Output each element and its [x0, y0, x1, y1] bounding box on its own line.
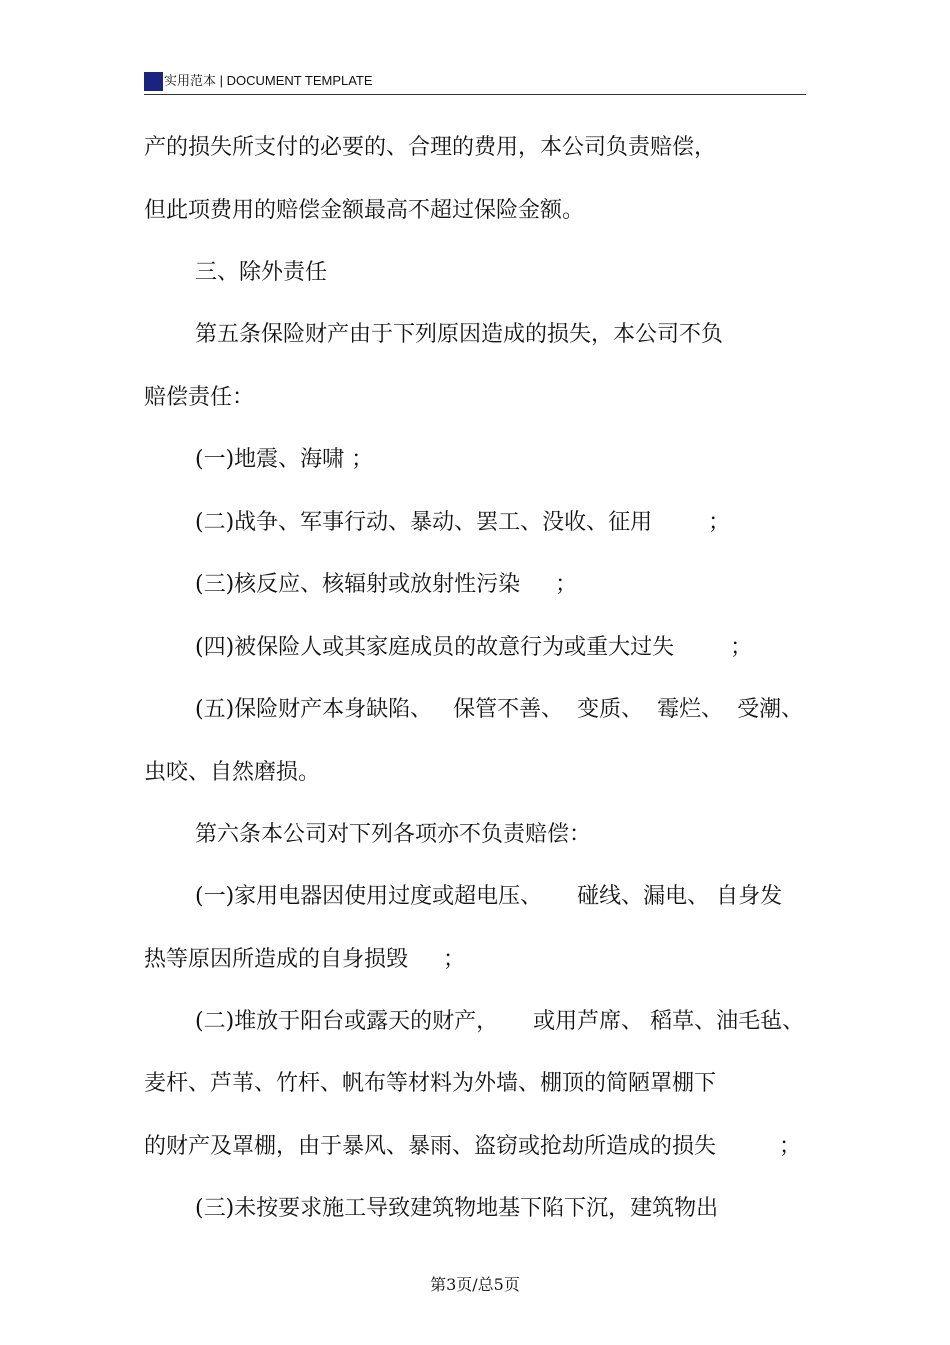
body-line: 热等原因所造成的自身损毁 ； [144, 947, 465, 972]
header-brand: 实用范本 [164, 73, 217, 88]
list-item: (一)地震、海啸 ； [195, 447, 374, 472]
body-line: 麦杆、芦苇、竹杆、帆布等材料为外墙、棚顶的简陋罩棚下 [144, 1071, 717, 1096]
body-line: 第五条保险财产由于下列原因造成的损失，本公司不负 [195, 322, 724, 347]
body-line: 虫咬、自然磨损。 [144, 760, 321, 785]
header-text [164, 72, 373, 90]
header-separator: | [216, 73, 227, 88]
section-heading: 三、除外责任 [195, 260, 328, 285]
body-line: 第六条本公司对下列各项亦不负责赔偿： [195, 822, 592, 847]
list-item: (五)保险财产本身缺陷、 保管不善、 变质、 霉烂、 受潮、 [195, 697, 804, 722]
list-item: (二)战争、军事行动、暴动、罢工、没收、征用 ； [195, 510, 731, 535]
body-line: 赔偿责任： [144, 385, 255, 410]
list-item: (三)核反应、核辐射或放射性污染 ； [195, 572, 578, 597]
list-item: (四)被保险人或其家庭成员的故意行为或重大过失 ； [195, 635, 753, 660]
list-item: (一)家用电器因使用过度或超电压、 碰线、漏电、 自身发 [195, 884, 783, 909]
list-item: (三)未按要求施工导致建筑物地基下陷下沉，建筑物出 [195, 1196, 719, 1221]
body-line: 的财产及罩棚，由于暴风、暴雨、盗窃或抢劫所造成的损失 ； [144, 1134, 801, 1159]
header-logo-square [144, 72, 163, 91]
page-number: 第3页/总5页 [430, 1275, 520, 1294]
body-line: 产的损失所支付的必要的、合理的费用，本公司负责赔偿， [144, 135, 717, 160]
body-line: 但此项费用的赔偿金额最高不超过保险金额。 [144, 198, 585, 223]
header-subtitle: DOCUMENT TEMPLATE [226, 73, 373, 88]
list-item: (二)堆放于阳台或露天的财产， 或用芦席、 稻草、油毛毡、 [195, 1009, 805, 1034]
page-header [144, 70, 806, 95]
